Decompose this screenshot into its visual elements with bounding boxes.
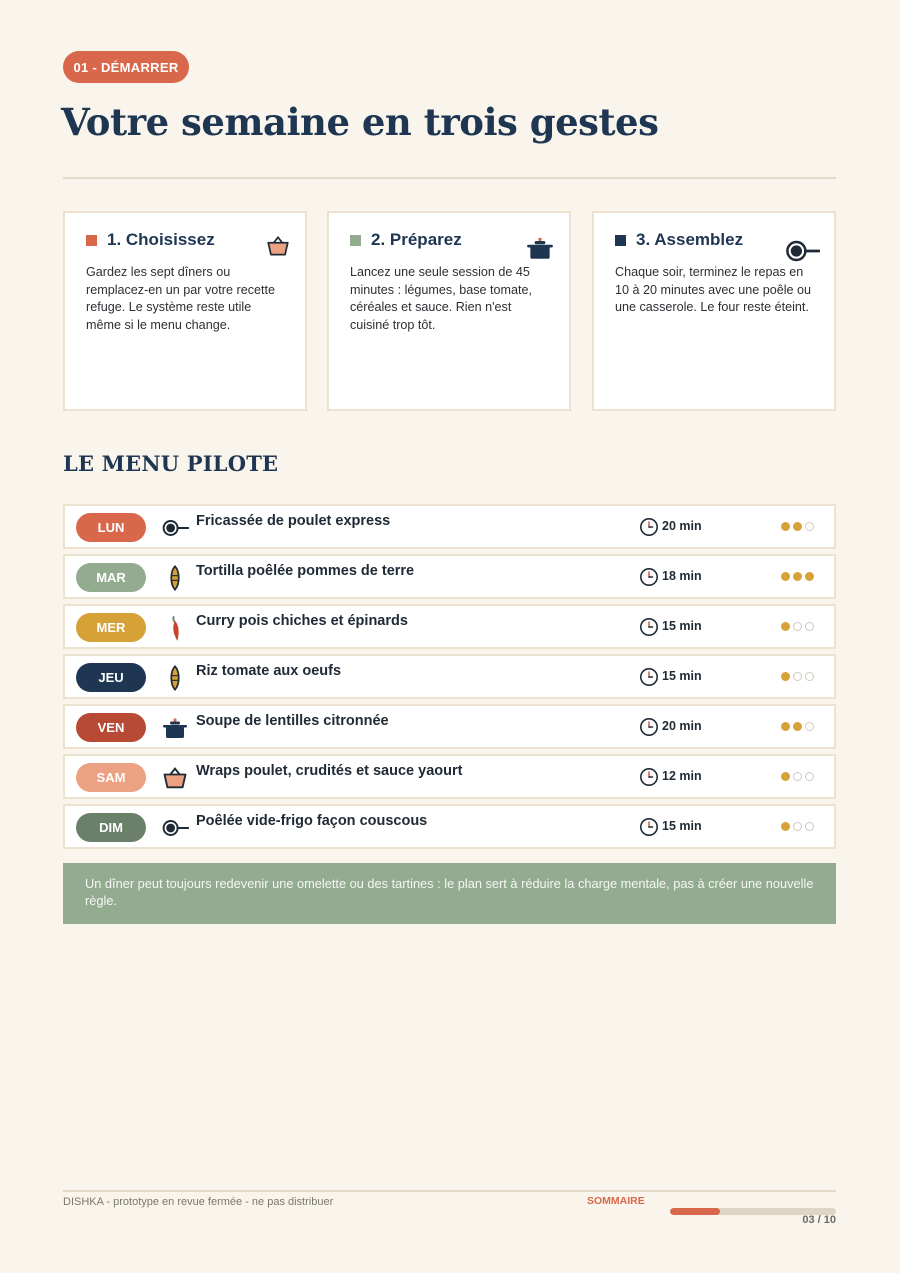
clock-icon [639, 517, 659, 537]
difficulty-dot [793, 522, 802, 531]
step-description: Gardez les sept dîners ou remplacez-en un par votre recette refuge. Le système reste utile même si le menu change. [86, 265, 275, 332]
page-number: 03 / 10 [802, 1214, 836, 1226]
difficulty-dot [793, 772, 802, 781]
menu-section-title: LE MENU PILOTE [63, 451, 279, 476]
step-card [327, 211, 571, 411]
step-description: Lancez une seule session de 45 minutes : légumes, base tomate, céréales et sauce. Rien n'est cuisiné trop tôt. [350, 265, 533, 332]
day-pill: DIM [76, 813, 146, 842]
difficulty-dot [805, 522, 814, 531]
difficulty-dot [793, 572, 802, 581]
pan-icon [784, 233, 820, 274]
dish-name: Riz tomate aux oeufs [196, 663, 342, 679]
page-progress-fill [670, 1208, 720, 1215]
step-card [63, 211, 307, 411]
potato-icon [161, 664, 189, 692]
difficulty-rating [781, 522, 814, 531]
prep-time: 20 min [662, 719, 702, 733]
menu-row[interactable] [63, 554, 836, 599]
footer-divider [63, 1190, 836, 1192]
menu-row[interactable] [63, 704, 836, 749]
step-color-square [615, 235, 626, 246]
clock-icon [639, 567, 659, 587]
difficulty-rating [781, 722, 814, 731]
difficulty-dot [781, 772, 790, 781]
pan-icon [161, 514, 189, 542]
dish-name: Poêlée vide-frigo façon couscous [196, 813, 428, 829]
clock-icon [639, 617, 659, 637]
prep-time: 15 min [662, 669, 702, 683]
basket-icon [265, 233, 291, 264]
clock-icon [639, 767, 659, 787]
clock-icon [639, 717, 659, 737]
dish-name: Curry pois chiches et épinards [196, 613, 408, 629]
step-card [592, 211, 836, 411]
day-pill: MER [76, 613, 146, 642]
difficulty-dot [805, 772, 814, 781]
difficulty-dot [793, 722, 802, 731]
step-card-header [350, 230, 549, 250]
day-pill: MAR [76, 563, 146, 592]
step-color-square [350, 235, 361, 246]
pan-icon [161, 814, 189, 842]
prep-time: 15 min [662, 619, 702, 633]
section-badge: 01 - DÉMARRER [63, 51, 189, 83]
difficulty-dot [781, 722, 790, 731]
day-pill: VEN [76, 713, 146, 742]
difficulty-rating [781, 772, 814, 781]
step-description: Chaque soir, terminez le repas en 10 à 20 minutes avec une poêle ou une casserole. Le four reste éteint. [615, 265, 812, 314]
difficulty-rating [781, 672, 814, 681]
step-card-header [86, 230, 285, 250]
difficulty-dot [781, 622, 790, 631]
basket-icon [161, 764, 189, 792]
page-title: Votre semaine en trois gestes [61, 100, 659, 144]
difficulty-rating [781, 572, 814, 581]
difficulty-dot [781, 822, 790, 831]
prep-time: 20 min [662, 519, 702, 533]
sommaire-link[interactable]: SOMMAIRE [587, 1195, 645, 1207]
dish-name: Soupe de lentilles citronnée [196, 713, 389, 729]
potato-icon [161, 564, 189, 592]
clock-icon [639, 817, 659, 837]
menu-row[interactable] [63, 754, 836, 799]
difficulty-dot [805, 722, 814, 731]
difficulty-rating [781, 622, 814, 631]
dish-name: Tortilla poêlée pommes de terre [196, 563, 415, 579]
difficulty-dot [793, 672, 802, 681]
difficulty-dot [805, 672, 814, 681]
step-color-square [86, 235, 97, 246]
dish-name: Wraps poulet, crudités et sauce yaourt [196, 763, 463, 779]
menu-row[interactable] [63, 654, 836, 699]
prep-time: 12 min [662, 769, 702, 783]
menu-list [63, 504, 836, 854]
difficulty-dot [781, 522, 790, 531]
difficulty-dot [805, 822, 814, 831]
menu-row[interactable] [63, 504, 836, 549]
difficulty-dot [781, 672, 790, 681]
chili-icon [161, 614, 189, 642]
difficulty-dot [793, 622, 802, 631]
step-title: 3. Assemblez [636, 230, 744, 249]
footer-disclaimer: DISHKA - prototype en revue fermée - ne pas distribuer [63, 1196, 334, 1208]
menu-row[interactable] [63, 604, 836, 649]
difficulty-dot [805, 572, 814, 581]
menu-row[interactable] [63, 804, 836, 849]
prep-time: 18 min [662, 569, 702, 583]
title-divider [63, 177, 836, 179]
prep-time: 15 min [662, 819, 702, 833]
step-title: 2. Préparez [371, 230, 462, 249]
difficulty-dot [805, 622, 814, 631]
difficulty-dot [781, 572, 790, 581]
day-pill: SAM [76, 763, 146, 792]
difficulty-rating [781, 822, 814, 831]
day-pill: LUN [76, 513, 146, 542]
step-title: 1. Choisissez [107, 230, 215, 249]
difficulty-dot [793, 822, 802, 831]
day-pill: JEU [76, 663, 146, 692]
clock-icon [639, 667, 659, 687]
dish-name: Fricassée de poulet express [196, 513, 391, 529]
pot-icon [525, 233, 555, 268]
info-note: Un dîner peut toujours redevenir une omelette ou des tartines : le plan sert à réduire la charge mentale, pas à créer une nouvelle règle. [63, 863, 836, 924]
pot-icon [161, 714, 189, 742]
